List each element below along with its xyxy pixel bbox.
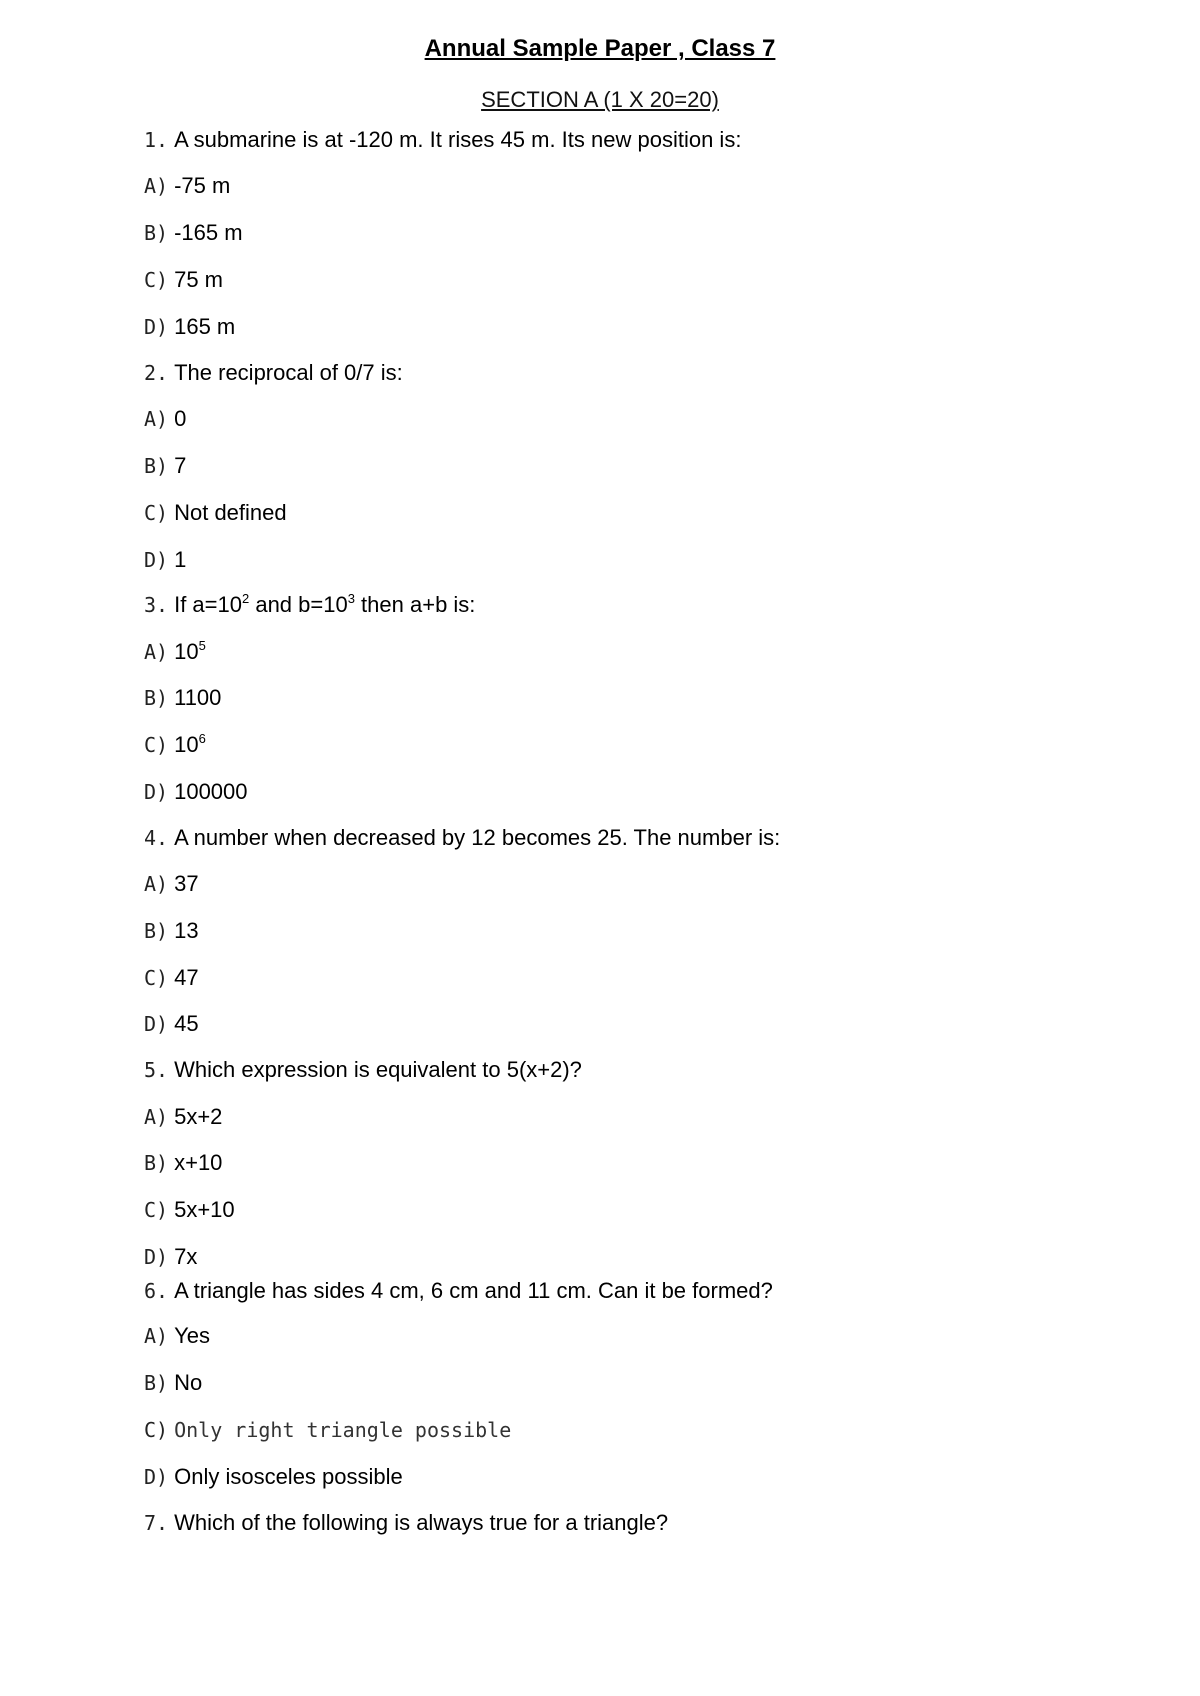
question-1 — [144, 126, 741, 154]
question-text: A number when decreased by 12 becomes 25. The number is: — [174, 825, 781, 850]
q5-option-a — [144, 1103, 222, 1131]
exponent: 6 — [198, 731, 206, 746]
option-text: 0 — [174, 406, 187, 431]
option-label: C) — [144, 1418, 169, 1442]
option-text: Only isosceles possible — [174, 1464, 403, 1489]
q6-option-c — [144, 1416, 511, 1444]
option-text: 100000 — [174, 779, 248, 804]
question-text: Which expression is equivalent to 5(x+2)? — [174, 1057, 582, 1082]
option-text: Yes — [174, 1323, 210, 1348]
q2-option-b — [144, 452, 186, 480]
option-text: -75 m — [174, 173, 231, 198]
question-5 — [144, 1056, 582, 1084]
option-label: A) — [144, 174, 169, 198]
exponent: 3 — [347, 591, 355, 606]
option-text: 10 — [174, 732, 199, 757]
q6-option-d — [144, 1463, 403, 1491]
option-text: 75 m — [174, 267, 224, 292]
question-text: A submarine is at -120 m. It rises 45 m. Its new position is: — [174, 127, 742, 152]
q2-option-d — [144, 546, 186, 574]
question-text: Which of the following is always true for a triangle? — [174, 1510, 669, 1535]
question-7 — [144, 1509, 668, 1537]
q3-option-d — [144, 778, 248, 806]
option-label: A) — [144, 1324, 169, 1348]
option-label: C) — [144, 501, 169, 525]
option-text: 1100 — [174, 685, 222, 710]
q6-option-a — [144, 1322, 210, 1350]
option-text: 7 — [174, 453, 187, 478]
question-number: 2. — [144, 361, 169, 385]
q1-option-b — [144, 219, 243, 247]
question-number: 7. — [144, 1511, 169, 1535]
option-label: C) — [144, 966, 169, 990]
option-label: C) — [144, 1198, 169, 1222]
q5-option-b — [144, 1149, 222, 1177]
q6-option-b — [144, 1369, 202, 1397]
option-text: Only right triangle possible — [174, 1418, 512, 1442]
question-4 — [144, 824, 780, 852]
question-3 — [144, 591, 475, 619]
option-label: C) — [144, 268, 169, 292]
question-text-part: If a=10 — [174, 592, 242, 617]
q1-option-a — [144, 172, 230, 200]
question-number: 5. — [144, 1058, 169, 1082]
q2-option-c — [144, 499, 287, 527]
option-text: -165 m — [174, 220, 243, 245]
q5-option-d — [144, 1243, 197, 1271]
q4-option-b — [144, 917, 199, 945]
q4-option-a — [144, 870, 199, 898]
q3-option-a — [144, 638, 206, 666]
option-label: A) — [144, 1105, 169, 1129]
option-text: 1 — [174, 547, 187, 572]
option-text: 47 — [174, 965, 199, 990]
option-label: D) — [144, 548, 169, 572]
option-label: D) — [144, 1245, 169, 1269]
q3-option-c — [144, 731, 206, 759]
option-label: A) — [144, 407, 169, 431]
option-label: B) — [144, 919, 169, 943]
option-label: B) — [144, 454, 169, 478]
option-text: 165 m — [174, 314, 236, 339]
q5-option-c — [144, 1196, 235, 1224]
option-text: x+10 — [174, 1150, 223, 1175]
option-label: D) — [144, 1465, 169, 1489]
question-text: A triangle has sides 4 cm, 6 cm and 11 cm. Can it be formed? — [174, 1278, 773, 1303]
option-label: B) — [144, 686, 169, 710]
question-number: 6. — [144, 1279, 169, 1303]
option-text: Not defined — [174, 500, 287, 525]
option-label: B) — [144, 1151, 169, 1175]
paper-title: Annual Sample Paper , Class 7 — [424, 35, 776, 62]
option-label: B) — [144, 221, 169, 245]
question-2 — [144, 359, 403, 387]
option-text: 7x — [174, 1244, 198, 1269]
option-label: A) — [144, 872, 169, 896]
section-heading: SECTION A (1 X 20=20) — [481, 87, 719, 112]
q4-option-d — [144, 1010, 199, 1038]
question-text-part: then a+b is: — [354, 592, 476, 617]
q1-option-c — [144, 266, 223, 294]
option-text: 5x+2 — [174, 1104, 223, 1129]
option-label: D) — [144, 1012, 169, 1036]
option-label: B) — [144, 1371, 169, 1395]
question-number: 3. — [144, 593, 169, 617]
exponent: 2 — [241, 591, 250, 606]
option-label: A) — [144, 640, 169, 664]
option-text: 37 — [174, 871, 199, 896]
question-text-part: and b=10 — [249, 592, 348, 617]
q2-option-a — [144, 405, 186, 433]
q1-option-d — [144, 313, 235, 341]
option-text: No — [174, 1370, 203, 1395]
question-text: The reciprocal of 0/7 is: — [174, 360, 403, 385]
option-label: D) — [144, 780, 169, 804]
q4-option-c — [144, 964, 199, 992]
option-text: 13 — [174, 918, 199, 943]
question-number: 1. — [144, 128, 169, 152]
option-text: 45 — [174, 1011, 199, 1036]
option-text: 5x+10 — [174, 1197, 235, 1222]
option-text: 10 — [174, 639, 199, 664]
question-6 — [144, 1277, 773, 1305]
question-number: 4. — [144, 826, 169, 850]
q3-option-b — [144, 684, 221, 712]
option-label: C) — [144, 733, 169, 757]
exponent: 5 — [198, 638, 206, 653]
option-label: D) — [144, 315, 169, 339]
